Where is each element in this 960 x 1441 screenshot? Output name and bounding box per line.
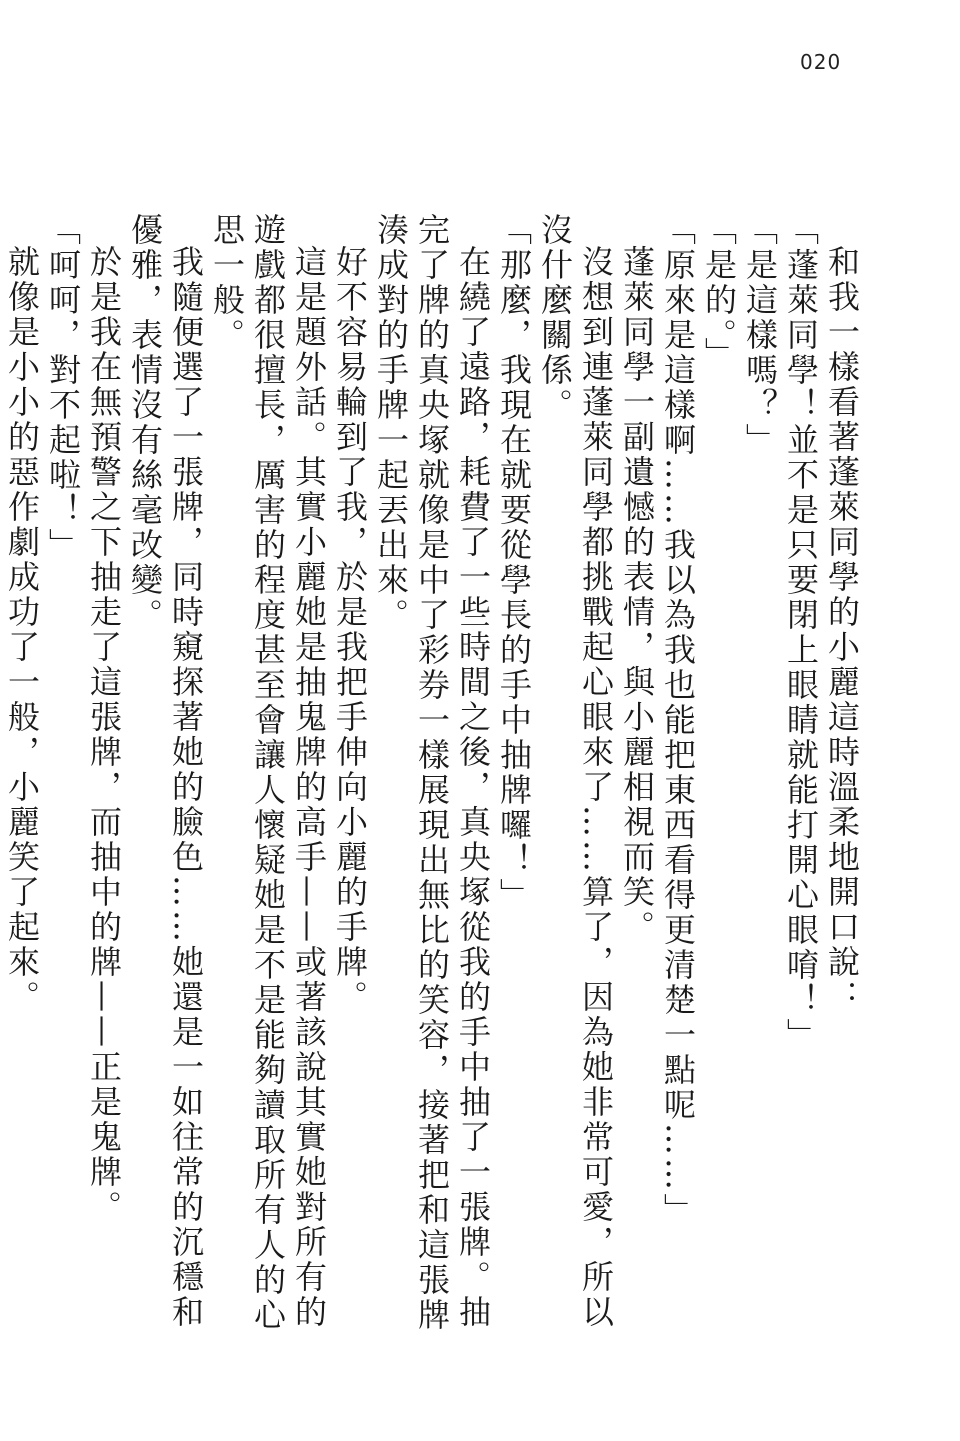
paragraph: 和我一樣看著蓬萊同學的小麗這時溫柔地開口說： <box>823 245 861 1015</box>
paragraph: 「蓬萊同學！並不是只要閉上眼睛就能打開心眼唷！」 <box>782 213 820 1053</box>
paragraph: 這是題外話。其實小麗她是抽鬼牌的高手——或著該說其實她對所有的遊戲都很擅長，厲害的程度甚至會讓人懷疑她是不是能夠讀取所有人的心思一般。 <box>208 213 328 1333</box>
paragraph: 「呵呵，對不起啦！」 <box>44 213 82 563</box>
paragraph: 在繞了遠路，耗費了一些時間之後，真央塚從我的手中抽了一張牌。抽完了牌的真央塚就像是中了彩券一樣展現出無比的笑容，接著把和這張牌湊成對的手牌一起丟出來。 <box>372 213 492 1333</box>
page-number: 020 <box>800 50 842 74</box>
paragraph: 沒想到連蓬萊同學都挑戰起心眼來了……算了，因為她非常可愛，所以沒什麼關係。 <box>536 213 615 1330</box>
paragraph: 好不容易輪到了我，於是我把手伸向小麗的手牌。 <box>331 245 369 1015</box>
paragraph: 「那麼，我現在就要從學長的手中抽牌囉！」 <box>495 213 533 913</box>
paragraph: 「是這樣嗎？」 <box>741 213 779 458</box>
paragraph: 我隨便選了一張牌，同時窺探著她的臉色……她還是一如往常的沉穩和優雅，表情沒有絲毫改變。 <box>126 213 205 1330</box>
paragraph: 「原來是這樣啊……我以為我也能把東西看得更清楚一點呢……」 <box>659 213 697 1228</box>
paragraph: 就像是小小的惡作劇成功了一般，小麗笑了起來。 <box>3 245 41 1015</box>
paragraph: 「是的。」 <box>700 213 738 372</box>
vertical-text-body <box>1 213 862 1363</box>
paragraph: 於是我在無預警之下抽走了這張牌，而抽中的牌——正是鬼牌。 <box>85 245 123 1225</box>
paragraph: 蓬萊同學一副遺憾的表情，與小麗相視而笑。 <box>618 245 656 945</box>
